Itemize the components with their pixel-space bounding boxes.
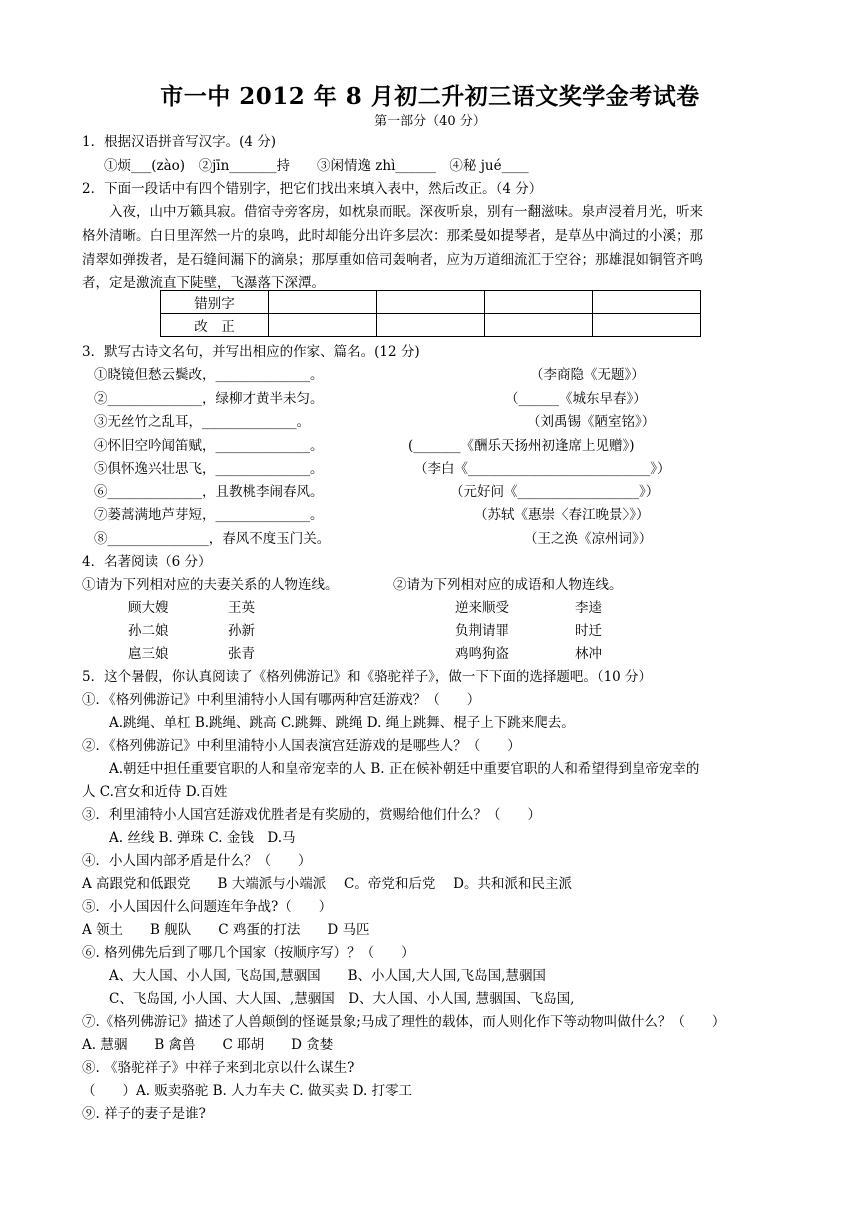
q5-line: ③．利里浦特小人国宫廷游戏优胜者是有奖励的，赏赐给他们什么？（ ） [82, 807, 541, 823]
q5-line: A. 慧骃 B 禽兽 C 耶胡 D 贪婪 [82, 1037, 334, 1053]
q3-stem: 3．默写古诗文名句，并写出相应的作家、篇名。(12 分) [82, 344, 420, 360]
poem-source: （王之涣《凉州词》） [524, 531, 653, 547]
q1-items: ①烦___(zào) ②jīn_______持 ③闲情逸 zhì______ ④秘 jué____ [104, 158, 529, 174]
poem-line: ④怀旧空吟闻笛赋，______________。 [94, 438, 324, 454]
poem-line: ⑦蒌蒿满地芦芽短，______________。 [94, 507, 324, 523]
part-heading: 第一部分（40 分） [374, 114, 486, 129]
character-name: 孙二娘 [128, 623, 169, 639]
character-name: 孙新 [228, 623, 255, 639]
q5-line: ⑦.《格列佛游记》描述了人兽颠倒的怪诞景象;马成了理性的载体，而人则化作下等动物叫做什么？（ ） [82, 1014, 726, 1030]
q5-line: A 领土 B 舰队 C 鸡蛋的打法 D 马匹 [82, 922, 370, 938]
poem-line: ⑤俱怀逸兴壮思飞，______________。 [94, 461, 324, 477]
poem-source: （李商隐《无题》） [530, 367, 645, 383]
table-row [161, 291, 701, 314]
poem-line: ③无丝竹之乱耳，______________。 [94, 414, 310, 430]
q2-passage-line: 者，定是激流直下陡壁，飞瀑落下深潭。 [82, 275, 325, 291]
q5-line: A. 丝线 B. 弹珠 C. 金钱 D.马 [82, 830, 296, 846]
answer-cell[interactable] [377, 314, 485, 337]
q5-line: （ ）A. 贩卖骆驼 B. 人力车夫 C. 做买卖 D. 打零工 [82, 1083, 413, 1099]
q5-line: C、飞岛国, 小人国、大人国、,慧骃国 D、大人国、小人国, 慧骃国、飞岛国, [82, 991, 575, 1007]
q5-line: ④．小人国内部矛盾是什么？（ ） [82, 853, 312, 869]
poem-source: （______《城东早春》） [505, 391, 647, 407]
answer-cell[interactable] [269, 291, 377, 314]
poem-source: （李白《___________________________》） [414, 461, 671, 477]
character-name: 扈三娘 [128, 646, 169, 662]
poem-line: ⑥______________，且教桃李闹春风。 [94, 484, 324, 500]
q5-line: ⑧. 《骆驼祥子》中祥子来到北京以什么谋生? [82, 1060, 355, 1076]
poem-line: ①晓镜但愁云鬓改，______________。 [94, 367, 324, 383]
answer-cell[interactable] [269, 314, 377, 337]
answer-cell[interactable] [593, 314, 701, 337]
q5-line: ①．《格列佛游记》中利里浦特小人国有哪两种宫廷游戏？（ ） [82, 692, 481, 708]
q1-stem: 1．根据汉语拼音写汉字。(4 分) [82, 134, 277, 150]
poem-source: （苏轼《惠崇〈春江晚景〉》） [474, 507, 650, 523]
table-header-wrong: 错别字 [161, 291, 269, 314]
poem-source: （元好问《__________________》） [450, 484, 660, 500]
q5-line: A、大人国、小人国, 飞岛国,慧骃国 B、小人国,大人国,飞岛国,慧骃国 [82, 968, 546, 984]
character-name: 张青 [228, 646, 255, 662]
answer-cell[interactable] [485, 314, 593, 337]
q5-line: ②．《格列佛游记》中利里浦特小人国表演宫廷游戏的是哪些人？（ ） [82, 738, 521, 754]
q5-line: A.朝廷中担任重要官职的人和皇帝宠幸的人 B. 正在候补朝廷中重要官职的人和希望得到皇帝宠幸的 [82, 761, 700, 777]
q5-line: A 高跟党和低跟党 B 大端派与小端派 C。帝党和后党 D。共和派和民主派 [82, 876, 572, 892]
poem-line: ⑧_______________，春风不度玉门关。 [94, 531, 331, 547]
character-name: 顾大嫂 [128, 600, 169, 616]
q2-passage-line: 入夜，山中万籁具寂。借宿寺旁客房，如枕泉而眠。深夜听泉，别有一翻滋味。泉声浸着月光，听来 [109, 204, 703, 220]
answer-cell[interactable] [377, 291, 485, 314]
q4-stem: 4．名著阅读（6 分） [82, 554, 212, 570]
q5-stem: 5．这个暑假，你认真阅读了《格列佛游记》和《骆驼祥子》，做一下下面的选择题吧。（10 分） [82, 669, 653, 685]
poem-source: （刘禹锡《陋室铭》） [527, 414, 656, 430]
poem-line: ②______________，绿柳才黄半未匀。 [94, 391, 324, 407]
correction-table [160, 290, 701, 337]
character-name: 李逵 [575, 600, 602, 616]
poem-source: (_______《酬乐天扬州初逢席上见赠》) [408, 438, 635, 454]
character-name: 王英 [228, 600, 255, 616]
idiom: 鸡鸣狗盗 [455, 646, 509, 662]
idiom: 负荆请罪 [455, 623, 509, 639]
q5-line: ⑥. 格列佛先后到了哪几个国家（按顺序写）？（ ） [82, 945, 415, 961]
q5-line: ⑨. 祥子的妻子是谁? [82, 1106, 206, 1122]
q4-sub2: ②请为下列相对应的成语和人物连线。 [393, 577, 623, 593]
q5-line: 人 C.宫女和近侍 D.百姓 [82, 784, 228, 800]
q5-line: ⑤．小人国因什么问题连年争战?（ ） [82, 899, 333, 915]
q5-line: A.跳绳、单杠 B.跳绳、跳高 C.跳舞、跳绳 D. 绳上跳舞、棍子上下跳来爬去。 [82, 715, 575, 731]
q2-passage-line: 格外清晰。白日里浑然一片的泉鸣，此时却能分出许多层次：那柔曼如提琴者，是草丛中淌过的小溪；那 [82, 228, 703, 244]
exam-title: 市一中 2012 年 8 月初二升初三语文奖学金考试卷 [160, 83, 700, 110]
table-header-correct: 改 正 [161, 314, 269, 337]
q4-sub1: ①请为下列相对应的夫妻关系的人物连线。 [82, 577, 339, 593]
answer-cell[interactable] [485, 291, 593, 314]
answer-cell[interactable] [593, 291, 701, 314]
character-name: 时迁 [575, 623, 602, 639]
q2-stem: 2．下面一段话中有四个错别字，把它们找出来填入表中，然后改正。（4 分） [82, 181, 543, 197]
q2-passage-line: 清翠如弹拨者，是石缝间漏下的滴泉；那厚重如倍司轰响者，应为万道细流汇于空谷；那雄混如铜管齐鸣 [82, 252, 703, 268]
character-name: 林冲 [575, 646, 602, 662]
idiom: 逆来顺受 [455, 600, 509, 616]
table-row [161, 314, 701, 337]
